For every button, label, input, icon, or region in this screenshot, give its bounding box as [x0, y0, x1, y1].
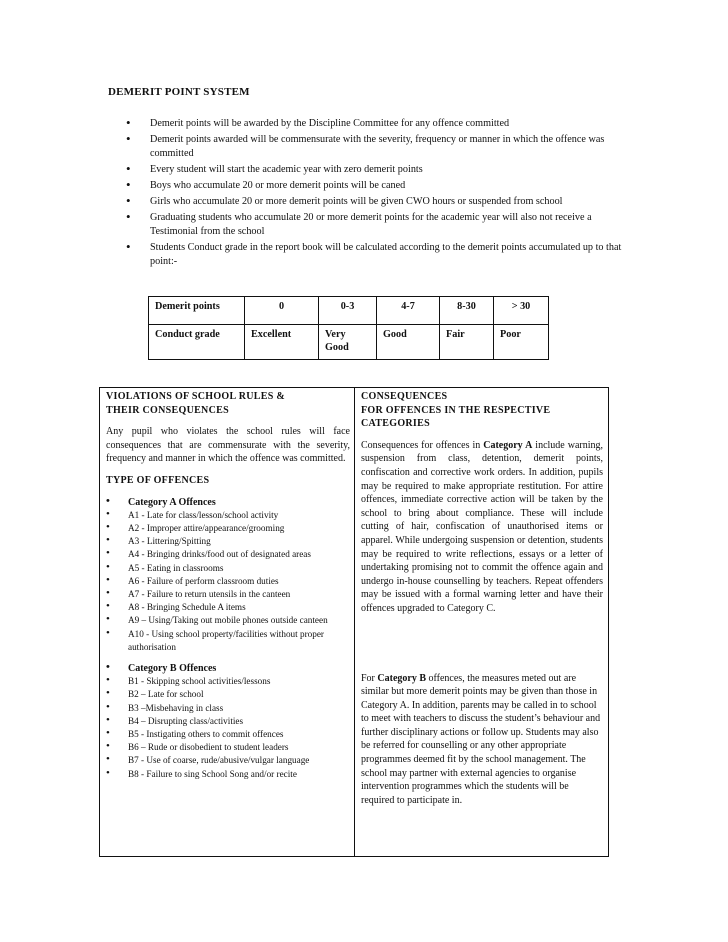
consequences-column [361, 390, 603, 807]
consequences-title: CONSEQUENCES FOR OFFENCES IN THE RESPECTIVE CATEGORIES [361, 391, 551, 430]
table-row [149, 325, 549, 360]
table-row [149, 297, 549, 325]
category-b-consequences: For Category B offences, the measures meted out are similar but more demerit points may be given than those in Category A. In addition, parents may be called in to school to meet with teachers to discuss the student’s behaviour and further disciplinary actions or follow up. Students may also be referred for counselling or any other appropriate programmes deemed fit by the school management. The school may partner with external agencies to organise intervention programmes which the students will be required to participate in. [361, 672, 601, 806]
list-item: • Girls who accumulate 20 or more demerit points will be given CWO hours or suspended from school [124, 195, 624, 209]
category-a-consequences: Consequences for offences in Category A include warning, suspension from class, detention, demerit points, confiscation and corrective work orders. In addition, pupils may be required to make appropriate restitution. For attire offences, immediate corrective action will be taken by the school to bring about compliance. These will include cutting of hair, confiscation of unauthorised items or apparel. While undergoing suspension or detention, students may be required to write reflections, essays or a letter of undertaking promising not to commit the offence again and undergo in-house counselling by teachers. Repeat offenders may be issued with a formal warning letter and have their offences upgraded to Category C. [361, 439, 603, 614]
list-item: • B2 – Late for school [106, 688, 350, 701]
violations-title: VIOLATIONS OF SCHOOL RULES & THEIR CONSEQUENCES [106, 391, 285, 416]
grade-cell: Good [377, 325, 440, 360]
list-item: • A8 - Bringing Schedule A items [106, 601, 350, 614]
points-cell: 4-7 [377, 297, 440, 325]
page-title: DEMERIT POINT SYSTEM [108, 86, 250, 98]
list-item: • A3 - Littering/Spitting [106, 535, 350, 548]
list-item: • Boys who accumulate 20 or more demerit points will be caned [124, 179, 624, 193]
points-cell: 8-30 [440, 297, 494, 325]
violations-consequences-table [99, 387, 609, 857]
points-cell: > 30 [494, 297, 549, 325]
points-cell: 0-3 [319, 297, 377, 325]
list-item: • A6 - Failure of perform classroom duties [106, 575, 350, 588]
list-item: • B1 - Skipping school activities/lessons [106, 675, 350, 688]
list-item: • B8 - Failure to sing School Song and/or recite [106, 768, 350, 781]
category-a-list [106, 496, 350, 654]
list-item: • Demerit points will be awarded by the Discipline Committee for any offence committed [124, 117, 624, 131]
conduct-grade-table [148, 296, 549, 360]
type-of-offences-heading: TYPE OF OFFENCES [106, 474, 210, 486]
list-item: • Graduating students who accumulate 20 or more demerit points for the academic year will also not receive a Testimonial from the school [124, 211, 624, 239]
column-divider [354, 388, 355, 856]
category-b-list [106, 662, 350, 781]
violations-intro: Any pupil who violates the school rules will face consequences that are commensurate with the severity, frequency and manner in which the offence was committed. [106, 426, 350, 465]
grade-cell: Fair [440, 325, 494, 360]
list-item: • A2 - Improper attire/appearance/grooming [106, 522, 350, 535]
list-item: • A5 - Eating in classrooms [106, 562, 350, 575]
list-item: • Demerit points awarded will be commensurate with the severity, frequency or manner in which the offence was committed [124, 133, 624, 161]
list-item: • A1 - Late for class/lesson/school activity [106, 509, 350, 522]
category-a-heading: • Category A Offences [106, 496, 350, 509]
list-item: • B4 – Disrupting class/activities [106, 715, 350, 728]
list-item: • A10 - Using school property/facilities without proper authorisation [106, 628, 350, 654]
list-item: • A7 - Failure to return utensils in the canteen [106, 588, 350, 601]
points-label-cell: Demerit points [149, 297, 245, 325]
rules-list [124, 117, 624, 271]
points-cell: 0 [245, 297, 319, 325]
list-item: • A4 - Bringing drinks/food out of designated areas [106, 548, 350, 561]
category-b-heading: • Category B Offences [106, 662, 350, 675]
list-item: • Every student will start the academic year with zero demerit points [124, 163, 624, 177]
list-item: • B3 –Misbehaving in class [106, 702, 350, 715]
grade-cell: Very Good [319, 325, 377, 360]
list-item: • B7 - Use of coarse, rude/abusive/vulgar language [106, 754, 350, 767]
grade-cell: Poor [494, 325, 549, 360]
grade-label-cell: Conduct grade [149, 325, 245, 360]
grade-cell: Excellent [245, 325, 319, 360]
list-item: • Students Conduct grade in the report book will be calculated according to the demerit points accumulated up to that point:- [124, 241, 624, 269]
violations-column [106, 390, 350, 781]
list-item: • B6 – Rude or disobedient to student leaders [106, 741, 350, 754]
list-item: • A9 – Using/Taking out mobile phones outside canteen [106, 614, 350, 627]
list-item: • B5 - Instigating others to commit offences [106, 728, 350, 741]
